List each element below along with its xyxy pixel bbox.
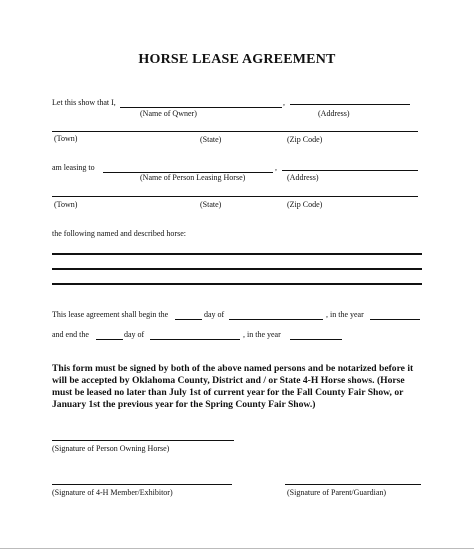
- horse-description-line-1[interactable]: [52, 253, 422, 255]
- notice-line-4: January 1st the previous year for the Spring County Fair Show.): [52, 399, 316, 410]
- lessee-town-state-zip-line[interactable]: [52, 196, 418, 197]
- end-day-of-text: day of: [124, 330, 145, 339]
- lease-begin-text: This lease agreement shall begin the: [52, 310, 169, 319]
- owner-intro-text: Let this show that I,: [52, 98, 116, 107]
- member-signature-line[interactable]: [52, 484, 232, 485]
- member-signature-label: (Signature of 4-H Member/Exhibitor): [52, 488, 173, 497]
- horse-description-line-2[interactable]: [52, 268, 422, 270]
- end-year-text: , in the year: [243, 330, 281, 339]
- owner-zip-label: (Zip Code): [287, 135, 323, 144]
- horse-description-line-3[interactable]: [52, 283, 422, 285]
- begin-year-line[interactable]: [370, 319, 420, 320]
- owner-state-label: (State): [200, 135, 222, 144]
- parent-signature-label: (Signature of Parent/Guardian): [287, 488, 387, 497]
- notarization-notice: [52, 363, 422, 411]
- owner-signature-line[interactable]: [52, 440, 234, 441]
- begin-day-line[interactable]: [175, 319, 202, 320]
- page-bottom-rule: [0, 548, 474, 549]
- notice-line-1: This form must be signed by both of the above named persons and be notarized before it: [52, 363, 414, 374]
- owner-signature-label: (Signature of Person Owning Horse): [52, 444, 170, 453]
- lessee-state-label: (State): [200, 200, 222, 209]
- end-day-line[interactable]: [96, 339, 123, 340]
- begin-day-of-text: day of: [204, 310, 225, 319]
- parent-signature-line[interactable]: [285, 484, 421, 485]
- owner-name-label: (Name of Qwner): [140, 109, 197, 118]
- owner-town-state-zip-line[interactable]: [52, 131, 418, 132]
- notice-line-3: must be leased no later than July 1st of current year for the Fall County Fair Show, or: [52, 387, 404, 398]
- end-year-line[interactable]: [290, 339, 342, 340]
- owner-address-label: (Address): [318, 109, 350, 118]
- lessee-address-line[interactable]: [282, 170, 418, 171]
- lease-end-text: and end the: [52, 330, 89, 339]
- owner-address-line[interactable]: [290, 104, 410, 105]
- document-title: HORSE LEASE AGREEMENT: [138, 52, 336, 67]
- owner-comma: ,: [283, 98, 285, 107]
- lessee-name-label: (Name of Person Leasing Horse): [140, 173, 246, 182]
- lessee-zip-label: (Zip Code): [287, 200, 323, 209]
- lessee-comma: ,: [275, 163, 277, 172]
- begin-year-text: , in the year: [326, 310, 364, 319]
- notice-line-2: will be accepted by Oklahoma County, District and / or State 4-H Horse shows. (Horse: [52, 375, 405, 386]
- end-month-line[interactable]: [150, 339, 240, 340]
- owner-name-line[interactable]: [120, 107, 282, 108]
- owner-town-label: (Town): [54, 134, 78, 143]
- begin-month-line[interactable]: [229, 319, 323, 320]
- lessee-intro-text: am leasing to: [52, 163, 95, 172]
- lessee-town-label: (Town): [54, 200, 78, 209]
- lessee-address-label: (Address): [287, 173, 319, 182]
- horse-intro-text: the following named and described horse:: [52, 229, 186, 238]
